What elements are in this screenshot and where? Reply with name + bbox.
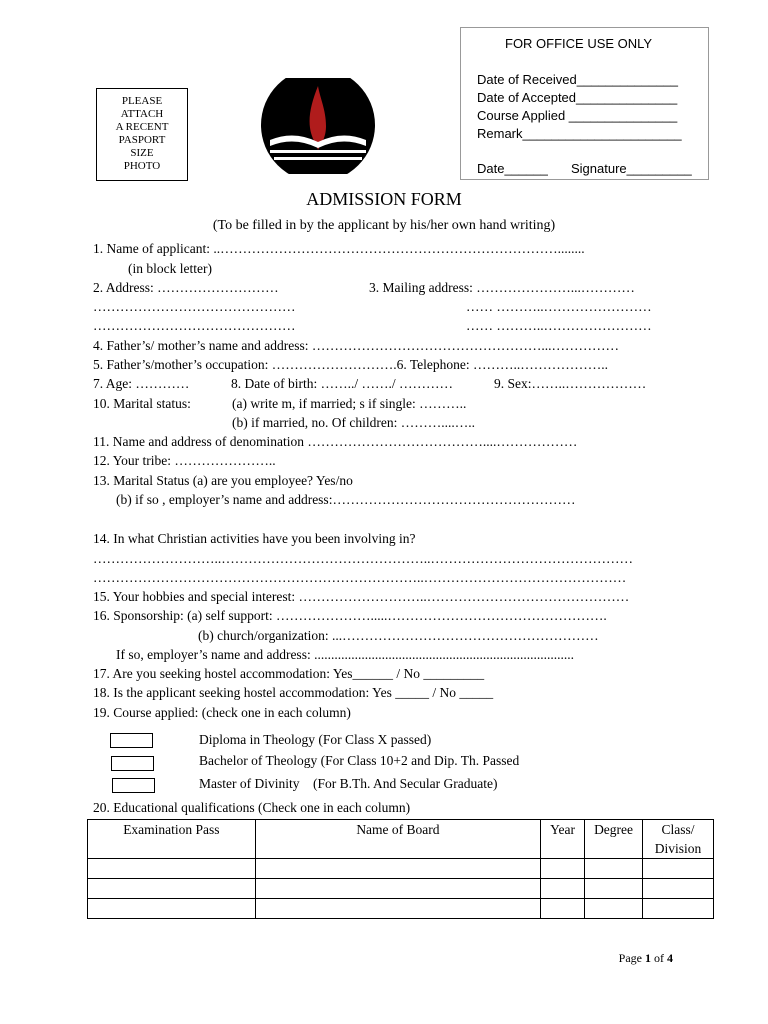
q16b-church-field[interactable]: (b) church/organization: ...…………………………………………………	[198, 628, 599, 643]
table-cell[interactable]	[541, 899, 585, 919]
q11-denomination-field[interactable]: 11. Name and address of denomination …………………………………....………………	[93, 434, 578, 449]
q9-sex-field[interactable]: 9. Sex:……..………………	[494, 376, 647, 391]
q4-parent-name-field[interactable]: 4. Father’s/ mother’s name and address: ……………………………………………...……………	[93, 338, 619, 353]
table-cell[interactable]	[643, 899, 714, 919]
office-signature: Signature_________	[571, 161, 692, 176]
q5-occupation-telephone-field[interactable]: 5. Father’s/mother’s occupation: ……………………….6. Telephone: ………..………………..	[93, 357, 609, 372]
table-cell[interactable]	[255, 899, 540, 919]
page-label: Page	[618, 951, 645, 965]
q14-christian-activities-label: 14. In what Christian activities have you been involving in?	[93, 531, 416, 546]
address-line[interactable]: ………………………………………	[93, 318, 296, 333]
col-header-degree: Degree	[585, 820, 643, 859]
table-cell[interactable]	[255, 879, 540, 899]
table-cell[interactable]	[255, 859, 540, 879]
office-date: Date______	[477, 161, 548, 176]
table-cell[interactable]	[585, 879, 643, 899]
q18-hostel-field[interactable]: 18. Is the applicant seeking hostel accommodation: Yes _____ / No _____	[93, 685, 494, 700]
table-row[interactable]	[88, 899, 714, 919]
q1-name-field[interactable]: 1. Name of applicant: ..…………………………………………………………………........	[93, 241, 585, 256]
table-cell[interactable]	[643, 879, 714, 899]
q19-course-label: 19. Course applied: (check one in each column)	[93, 705, 351, 720]
table-cell[interactable]	[643, 859, 714, 879]
table-cell[interactable]	[88, 879, 256, 899]
q10-marital-status-label: 10. Marital status:	[93, 396, 191, 411]
q20-education-label: 20. Educational qualifications (Check one in each column)	[93, 800, 411, 815]
q16c-employer-field[interactable]: If so, employer’s name and address: .............................................................................	[116, 647, 574, 662]
course-checkbox-master[interactable]	[112, 778, 155, 793]
col-header-exam: Examination Pass	[88, 820, 256, 859]
table-cell[interactable]	[585, 899, 643, 919]
photo-text-6: PHOTO	[123, 160, 161, 172]
course-checkbox-bachelor[interactable]	[111, 756, 154, 771]
q16-self-support-field[interactable]: 16. Sponsorship: (a) self support: ………………….....………………………………………….	[93, 608, 607, 623]
office-remark: Remark______________________	[477, 126, 682, 141]
course-option-master: Master of Divinity (For B.Th. And Secular Graduate)	[199, 776, 498, 791]
mailing-address-line[interactable]: …… ………..……………………	[466, 299, 652, 314]
institution-logo	[260, 78, 376, 174]
table-header-row	[88, 820, 714, 859]
table-row[interactable]	[88, 859, 714, 879]
table-cell[interactable]	[541, 859, 585, 879]
office-use-title: FOR OFFICE USE ONLY	[505, 36, 653, 51]
photo-text-4: PASPORT	[118, 134, 166, 146]
table-cell[interactable]	[88, 899, 256, 919]
q13-employee-question[interactable]: 13. Marital Status (a) are you employee? Yes/no	[93, 473, 353, 488]
mailing-address-line[interactable]: …… ………..……………………	[466, 318, 652, 333]
photo-placeholder-box	[96, 88, 188, 181]
address-line[interactable]: ………………………………………	[93, 299, 296, 314]
office-date-accepted: Date of Accepted______________	[477, 90, 678, 105]
q17-hostel-field[interactable]: 17. Are you seeking hostel accommodation: Yes______ / No _________	[93, 666, 485, 681]
q13b-employer-field[interactable]: (b) if so , employer’s name and address:………………………………………………	[116, 492, 576, 507]
page-total: 4	[667, 951, 673, 965]
q10a-marital-field[interactable]: (a) write m, if married; s if single: ………..	[232, 396, 467, 411]
q8-dob-field[interactable]: 8. Date of birth: ……../ ……./ …………	[231, 376, 453, 391]
q12-tribe-field[interactable]: 12. Your tribe: …………………..	[93, 453, 276, 468]
course-option-diploma: Diploma in Theology (For Class X passed)	[199, 732, 432, 747]
table-cell[interactable]	[585, 859, 643, 879]
photo-text-5: SIZE	[130, 147, 154, 159]
office-date-received: Date of Received______________	[477, 72, 678, 87]
q14-answer-line[interactable]: ………………………………………………………………..………………………………………	[93, 570, 627, 585]
form-subtitle: (To be filled in by the applicant by his/her own hand writing)	[212, 218, 556, 233]
education-table	[87, 819, 714, 919]
q3-mailing-address-field[interactable]: 3. Mailing address: …………………...…………	[369, 280, 635, 295]
form-title: ADMISSION FORM	[306, 189, 462, 209]
photo-text-2: ATTACH	[120, 108, 164, 120]
table-cell[interactable]	[88, 859, 256, 879]
course-option-bachelor: Bachelor of Theology (For Class 10+2 and Dip. Th. Passed	[199, 753, 520, 768]
office-course-applied: Course Applied _______________	[477, 108, 678, 123]
photo-text-3: A RECENT	[115, 121, 169, 133]
col-header-class: Class/ Division	[643, 820, 714, 859]
page-number	[619, 951, 673, 966]
q10b-children-field[interactable]: (b) if married, no. Of children: ………....…..	[232, 415, 475, 430]
q15-hobbies-field[interactable]: 15. Your hobbies and special interest: ………………………..………………………………………	[93, 589, 630, 604]
col-header-board: Name of Board	[255, 820, 540, 859]
col-header-year: Year	[541, 820, 585, 859]
office-use-box	[460, 27, 709, 180]
page-of: of	[651, 951, 667, 965]
table-cell[interactable]	[541, 879, 585, 899]
page-current: 1	[645, 951, 651, 965]
course-checkbox-diploma[interactable]	[110, 733, 153, 748]
q2-address-field[interactable]: 2. Address: ………………………	[93, 280, 279, 295]
q14-answer-line[interactable]: ………………………..………………………………………..………………………………………	[93, 551, 633, 566]
q7-age-field[interactable]: 7. Age: …………	[93, 376, 190, 391]
table-row[interactable]	[88, 879, 714, 899]
q1-block-letter-note: (in block letter)	[128, 261, 212, 276]
photo-text-1: PLEASE	[121, 95, 163, 107]
